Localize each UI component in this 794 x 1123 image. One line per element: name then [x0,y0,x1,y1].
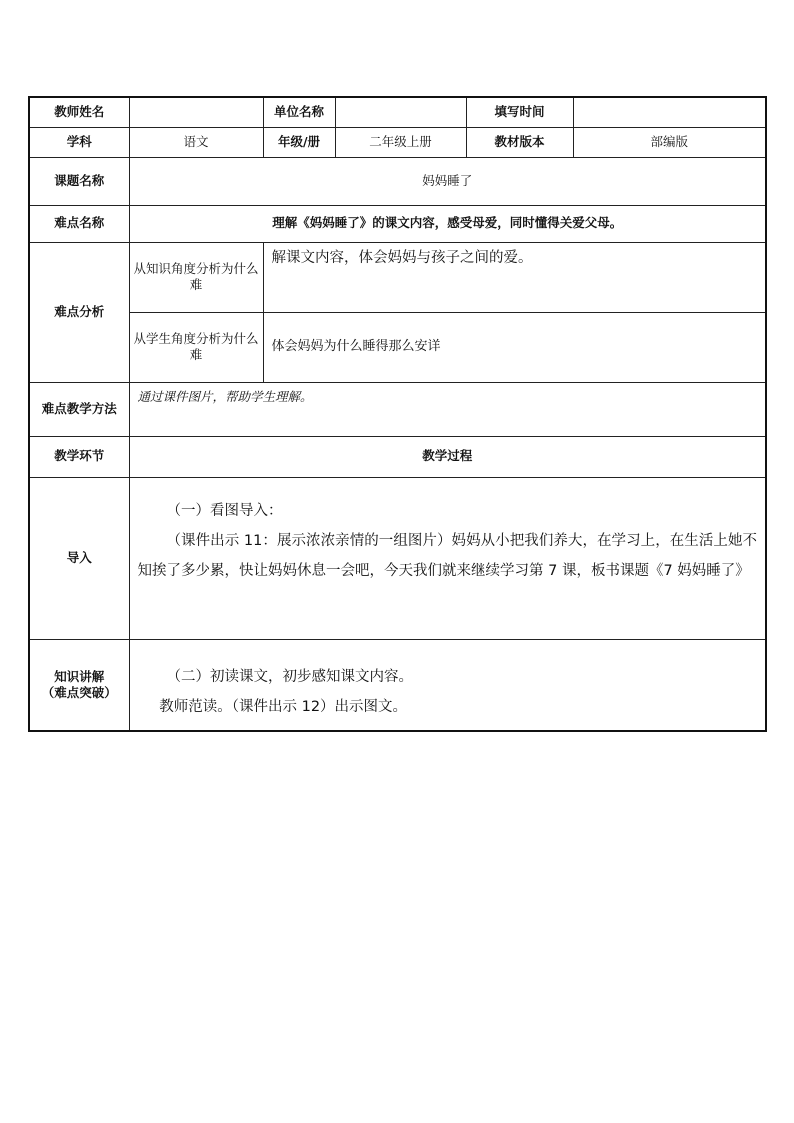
process-header-row [29,436,766,477]
grade-label: 年级/册 [263,127,335,157]
method-label: 难点教学方法 [29,382,129,436]
header-row [29,97,766,127]
knowledge-angle-value: 解课文内容，体会妈妈与孩子之间的爱。 [263,242,766,312]
student-angle-value: 体会妈妈为什么睡得那么安详 [263,312,766,382]
difficulty-value: 理解《妈妈睡了》的课文内容，感受母爱，同时懂得关爱父母。 [129,205,766,242]
intro-content [129,477,766,639]
fill-time-label: 填写时间 [466,97,573,127]
teacher-name-label: 教师姓名 [29,97,129,127]
knowledge-paragraph-2: 教师范读。（课件出示 12）出示图文。 [159,698,408,715]
fill-time-value [573,97,766,127]
knowledge-content [129,639,766,731]
subject-value: 语文 [129,127,263,157]
difficulty-row [29,205,766,242]
lesson-plan-table [28,96,767,732]
analysis-row-student [29,312,766,382]
stage-header: 教学环节 [29,436,129,477]
teacher-name-value [129,97,263,127]
knowledge-stage-label [29,639,129,731]
method-row [29,382,766,436]
intro-label: 导入 [29,477,129,639]
unit-name-value [335,97,466,127]
title-row [29,157,766,205]
student-angle-label: 从学生角度分析为什么难 [129,312,263,382]
grade-value: 二年级上册 [335,127,466,157]
intro-paragraph-1: （一）看图导入： [166,502,283,519]
subject-label: 学科 [29,127,129,157]
lesson-title-label: 课题名称 [29,157,129,205]
lesson-title-value: 妈妈睡了 [129,157,766,205]
analysis-row-knowledge [29,242,766,312]
edition-label: 教材版本 [466,127,573,157]
unit-name-label: 单位名称 [263,97,335,127]
intro-row [29,477,766,639]
method-value: 通过课件图片，帮助学生理解。 [129,382,766,436]
edition-value: 部编版 [573,127,766,157]
intro-paragraph-2: （课件出示 11：展示浓浓亲情的一组图片）妈妈从小把我们养大，在学习上，在生活上她不知挨了多少累，快让妈妈休息一会吧，今天我们就来继续学习第 7 课，板书课题《7 妈妈睡了》 [137,532,757,579]
knowledge-stage-label-line-2: （难点突破） [41,684,117,700]
analysis-label: 难点分析 [29,242,129,382]
knowledge-angle-label: 从知识角度分析为什么难 [129,242,263,312]
knowledge-paragraph-1: （二）初读课文，初步感知课文内容。 [166,668,413,685]
course-info-row [29,127,766,157]
knowledge-stage-label-line-1: 知识讲解 [54,668,105,684]
difficulty-label: 难点名称 [29,205,129,242]
knowledge-row [29,639,766,731]
process-header: 教学过程 [129,436,766,477]
